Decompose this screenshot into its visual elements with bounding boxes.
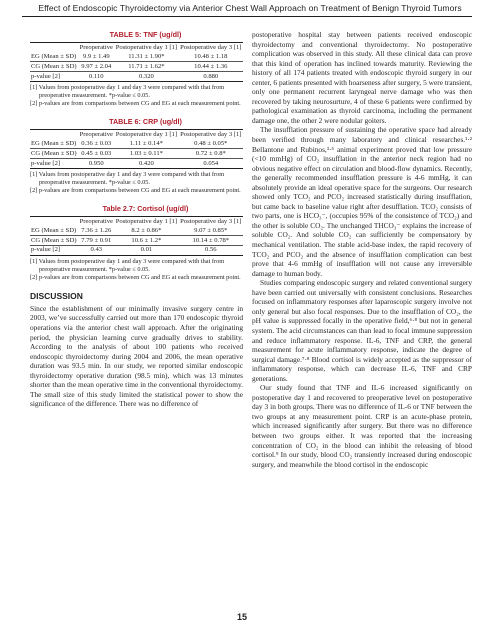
table-cell: 10.6 ± 1.2* <box>114 235 178 245</box>
table-cell: 0.56 <box>205 246 217 254</box>
table-cell: 0.48 ± 0.05* <box>179 139 243 148</box>
table-cell: p-value [2] <box>31 246 61 254</box>
table-header-row <box>30 216 243 225</box>
table-note: [1] Values from postoperative day 1 and day 3 were compared with that from preoperative measurement. *p-value ≤ 0.05. <box>30 170 225 186</box>
table-row <box>30 226 243 235</box>
table-cell: 10.48 ± 1.18 <box>179 52 243 61</box>
table-cell: 11.31 ± 1.90* <box>114 52 178 61</box>
table-cell: 1.11 ± 0.14* <box>114 139 178 148</box>
table-caption: Table 2.7: Cortisol (ug/dl) <box>102 203 189 213</box>
paragraph: Our study found that TNF and IL-6 increased significantly on postoperative day 1 and recovered to preoperative level on postoperative day 3 in both groups. There was no difference of IL-6 or TNF between the two groups at any measurement point. CRP is an acute-phase protein, which increased significantly after surgery. But there was no difference between two groups either. It was reported that the increasing concentration of CO₂ in the blood can inhibit the releasing of blood cortisol.⁹ In our study, blood CO₂ transiently increased during endoscopic surgery, and meanwhile the blood cortisol in the endoscopic <box>252 383 472 469</box>
table-notes <box>30 84 243 108</box>
table-cell: p-value [2] <box>31 159 61 167</box>
table-cell: 10.44 ± 1.36 <box>179 61 243 71</box>
column-header: Preoperative <box>79 217 113 225</box>
paragraph: The insufflation pressure of sustaining the operative space had already been verified through many laboratory and clinical researches.¹·² Bellantone and Rubinos,³·⁵ animal experiment proved that low pressure (<10 mmHg) of CO₂ insufflation in the anterior neck region had no obvious negative effect on circulation and blood-flow dynamics. Recently, the generally recommended insufflation pressure is 4-6 mmHg, it can absolutely provide an ideal operative space for the surgeons. Our research showed only TCO₂ and PCO₂ increased statistically during insufflation, but came back to baseline value right after desufflation. TCO₂ consists of two parts, one is HCO₃⁻, (occupies 95% of the consistence of TCO₂) and the other is soluble CO₂. The unchanged THCO₃⁻ explains the increase of soluble CO₂. And soluble CO₂ can sufficiently be compensatory by mechanical ventilation. The stable acid-base index, the rapid recovery of TCO₂ and PCO₂ and the absence of insufflation complication can best prove that 4-6 mmHg of insufflation will not cause any irreversible damage to human body. <box>252 125 472 278</box>
discussion-text <box>30 304 243 409</box>
column-header: Preoperative <box>79 130 113 138</box>
table-cell: 0.110 <box>88 72 104 80</box>
table-cell: 0.43 <box>90 246 103 254</box>
table-notes <box>30 171 243 195</box>
table-cell: CG (Mean ± SD) <box>31 62 77 70</box>
table-cell: 0.950 <box>88 159 104 167</box>
section-heading: DISCUSSION <box>30 290 83 301</box>
table-cell: 10.14 ± 0.78* <box>179 235 243 245</box>
column-header <box>30 129 78 138</box>
table-cell: 11.71 ± 1.62* <box>114 61 178 71</box>
table-cell: p-value [2] <box>31 72 61 80</box>
data-table <box>30 42 243 82</box>
table-caption: TABLE 5: TNF (ug/dl) <box>109 30 182 39</box>
table-cell: 0.320 <box>138 72 154 80</box>
page-number: 15 <box>237 612 248 622</box>
paragraph: postoperative hospital stay between patients received endoscopic thyroidectomy and conventional thyroidectomy. No postoperative complication was observed in this study. All these clinical data can prove that this kind of operation has inclined towards maturity. Reviewing the history of all 174 patients treated with endoscopic thyroid surgery in our center, 6 patients presented with hoarseness after surgery, 5 were transient, only one permanent recurrent laryngeal nerve damage who was then recovered by taking neurosurture, 4 of these 6 patients were confirmed by pathological examination as thyroid carcinoma, including the permanent damage one, the other 2 were nodular goiters. <box>252 30 472 125</box>
data-table <box>30 129 243 169</box>
table-cell: 7.79 ± 0.91 <box>78 235 114 245</box>
header-rule <box>22 16 472 17</box>
column-header: Postoperative day 3 [1] <box>180 43 242 51</box>
table-header-row <box>30 43 243 52</box>
table-row <box>30 71 243 81</box>
table-row <box>30 52 243 61</box>
paragraph: Studies comparing endoscopic surgery and related conventional surgery have been carried out universally with consistent conclusions. Researches focused on inflammatory responses after laparoscopic surgery involve not only general but also focal responses. Due to the insufflation of CO₂, the pH value is suppressed focally in the operative field,⁶·⁸ but not in general system. The acid circumstances can than lead to focal immune suppression and reduce inflammatory response. IL-6, TNF and CRP, the general measurement for acute inflammatory response, indicate the degree of surgical damage.⁷·⁸ Blood cortisol is widely accepted as the suppressor of inflammatory response, which can decrease IL-6, TNF and CRP generations. <box>252 278 472 383</box>
column-header: Postoperative day 1 [1] <box>115 130 178 138</box>
table-note: [2] p-values are from comparisons between CG and EG at each measurement point. <box>30 186 241 194</box>
column-header <box>30 216 78 225</box>
table-cell: 0.880 <box>203 72 219 80</box>
table-cell: 1.03 ± 0.11* <box>114 148 178 158</box>
column-header: Postoperative day 1 [1] <box>115 43 178 51</box>
table-caption: TABLE 6: CRP (ug/dl) <box>109 116 182 126</box>
column-header: Preoperative <box>79 43 113 51</box>
table-cell: EG (Mean ± SD) <box>30 52 78 61</box>
right-column-text <box>252 30 472 469</box>
table-notes <box>30 258 243 282</box>
right-column <box>252 30 472 469</box>
table-cell: 8.2 ± 0.86* <box>114 226 178 235</box>
table-cell: 0.01 <box>140 246 153 254</box>
table-cell: CG (Mean ± SD) <box>31 149 77 157</box>
data-table <box>30 216 243 256</box>
table-note: [1] Values from postoperative day 1 and day 3 were compared with that from preoperative measurement. *p-value ≤ 0.05. <box>30 257 225 273</box>
table-7 <box>30 204 243 282</box>
table-cell: EG (Mean ± SD) <box>30 226 78 235</box>
left-column <box>30 30 243 409</box>
column-header: Postoperative day 3 [1] <box>180 130 242 138</box>
running-header: Effect of Endoscopic Thyroidectomy via Anterior Chest Wall Approach on Treatment of Benign Thyroid Tumors <box>38 3 462 13</box>
table-cell: 0.45 ± 0.03 <box>78 148 114 158</box>
table-cell: CG (Mean ± SD) <box>31 236 77 244</box>
table-5 <box>30 30 243 108</box>
table-row <box>30 158 243 168</box>
table-cell: 0.420 <box>138 159 154 167</box>
table-note: [1] Values from postoperative day 1 and day 3 were compared with that from preoperative measurement. *p-value ≤ 0.05. <box>30 83 225 99</box>
table-row <box>30 148 243 158</box>
table-header-row <box>30 129 243 138</box>
table-cell: 9.07 ± 0.85* <box>179 226 243 235</box>
table-row <box>30 61 243 71</box>
table-cell: 0.36 ± 0.03 <box>78 139 114 148</box>
table-cell: 9.97 ± 2.04 <box>78 61 114 71</box>
table-cell: EG (Mean ± SD) <box>30 139 78 148</box>
column-header <box>30 43 78 52</box>
table-note: [2] p-values are from comparisons between CG and EG at each measurement point. <box>30 273 241 281</box>
table-6 <box>30 117 243 195</box>
table-note: [2] p-values are from comparisons between CG and EG at each measurement point. <box>30 99 241 107</box>
table-cell: 0.72 ± 0.8* <box>179 148 243 158</box>
table-cell: 0.054 <box>203 159 219 167</box>
table-row <box>30 235 243 245</box>
table-cell: 7.36 ± 1.26 <box>78 226 114 235</box>
table-row <box>30 139 243 148</box>
paragraph: Since the establishment of our minimally invasive surgery centre in 2003, we’ve successfully carried out more than 170 endoscopic thyroid operations via the anterior chest wall approach. After the originating period, the physician learning curve gradually drives to stability. According to the analysis of about 100 patients who received endoscopic thyroidectomy during 2004 and 2006, the mean operative duration was 93.5 min. In our study, we reported similar endoscopic thyroidectomy operative duration (98.5 min), which was 13 minutes shorter than the mean operative time in the conventional thyroidectomy. The small size of this study limited the statistical power to show the significance of the difference. There was no difference of <box>30 303 243 409</box>
column-header: Postoperative day 1 [1] <box>115 217 178 225</box>
table-cell: 9.9 ± 1.49 <box>78 52 114 61</box>
column-header: Postoperative day 3 [1] <box>180 217 242 225</box>
table-row <box>30 245 243 255</box>
